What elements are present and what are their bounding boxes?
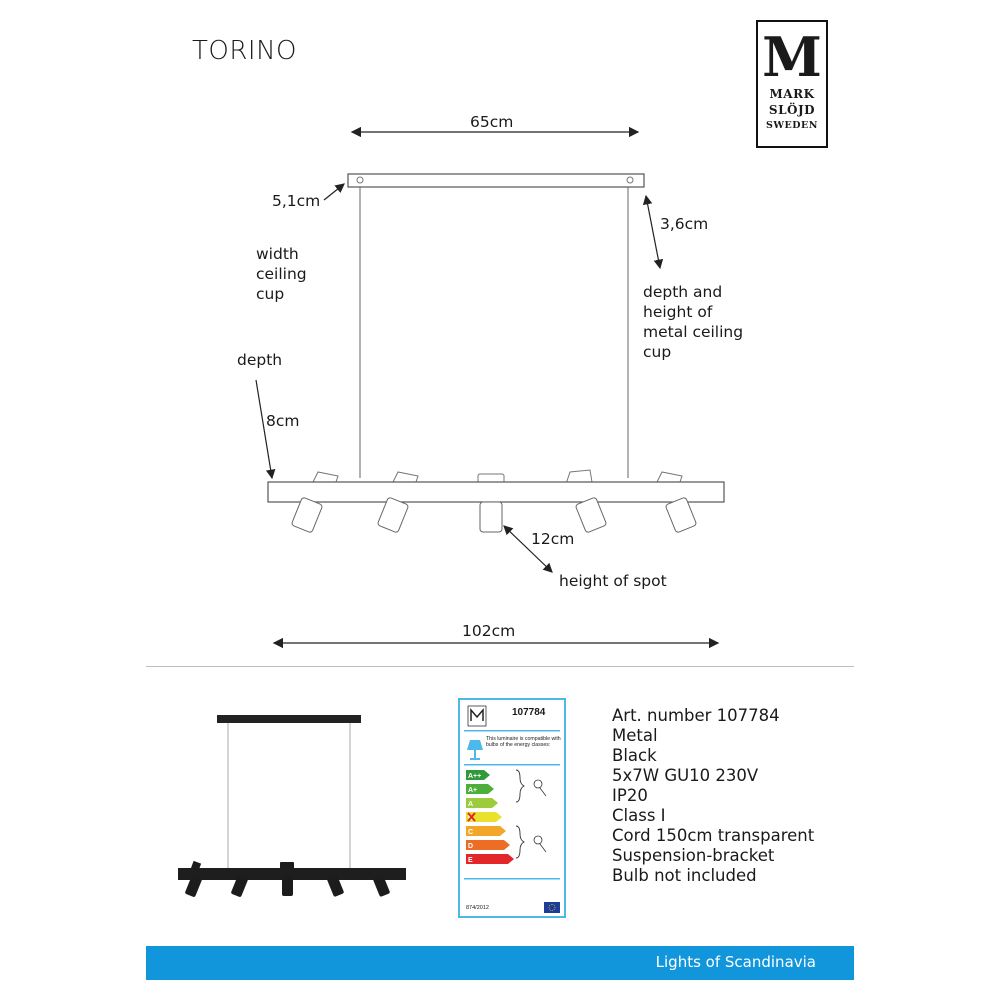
spec-item: Metal (612, 726, 658, 745)
energy-class-label: E (468, 857, 473, 864)
product-title: TORINO (192, 36, 297, 66)
spec-item: Art. number 107784 (612, 706, 780, 725)
spot-height-label: 12cm (531, 530, 575, 548)
energy-label (458, 698, 566, 918)
logo-letter: M (762, 25, 822, 89)
cup-depth-label: 3,6cm (660, 215, 709, 233)
bulb-icon-1 (534, 780, 546, 796)
logo-line-3: SWEDEN (766, 120, 818, 131)
eu-flag (544, 902, 560, 913)
spec-item: IP20 (612, 786, 648, 805)
top-width-label: 65cm (470, 113, 514, 131)
lamp-icon (467, 740, 483, 760)
logo-line-2: SLÖJD (768, 103, 816, 117)
spec-item: Black (612, 746, 657, 765)
energy-class-label: A++ (468, 773, 482, 780)
label-article-number: 107784 (512, 707, 546, 718)
bulb-icon-2 (534, 836, 546, 852)
logo-line-1: MARK (769, 87, 815, 101)
cup-depth-arrow (646, 196, 660, 268)
energy-class-label: C (468, 829, 474, 836)
spec-list (612, 706, 814, 886)
spec-item: 5x7W GU10 230V (612, 766, 759, 785)
cup-width-arrow (324, 184, 344, 200)
spec-item: Bulb not included (612, 866, 757, 885)
spec-item: Class I (612, 806, 666, 825)
light-bar (268, 482, 724, 502)
depth-label: depth (237, 351, 283, 369)
ceiling-bracket (348, 174, 644, 187)
footer-tagline: Lights of Scandinavia (655, 953, 816, 971)
footer-banner (146, 946, 854, 980)
cup-depth-desc: depth and height of metal ceiling cup (643, 283, 744, 361)
ceiling-cup-left (357, 177, 363, 183)
energy-class-label: A (468, 801, 474, 808)
label-info-text: This luminaire is compatible with bulbs of the energy classes: (486, 736, 561, 749)
cup-width-label: 5,1cm (272, 192, 321, 210)
depth-value: 8cm (266, 412, 300, 430)
energy-label-graphics (460, 700, 564, 916)
section-divider (146, 666, 854, 667)
total-width-label: 102cm (462, 622, 516, 640)
cup-width-desc: width ceiling cup (256, 245, 307, 303)
product-photo (170, 710, 420, 900)
spec-item: Suspension-bracket (612, 846, 775, 865)
label-regulation: 874/2012 (466, 905, 489, 911)
ceiling-cup-right (627, 177, 633, 183)
spot-height-desc: height of spot (559, 572, 667, 590)
energy-class-label: D (468, 843, 474, 850)
spec-item: Cord 150cm transparent (612, 826, 815, 845)
energy-class-arrow (466, 854, 514, 864)
energy-class-label: A+ (468, 787, 478, 794)
